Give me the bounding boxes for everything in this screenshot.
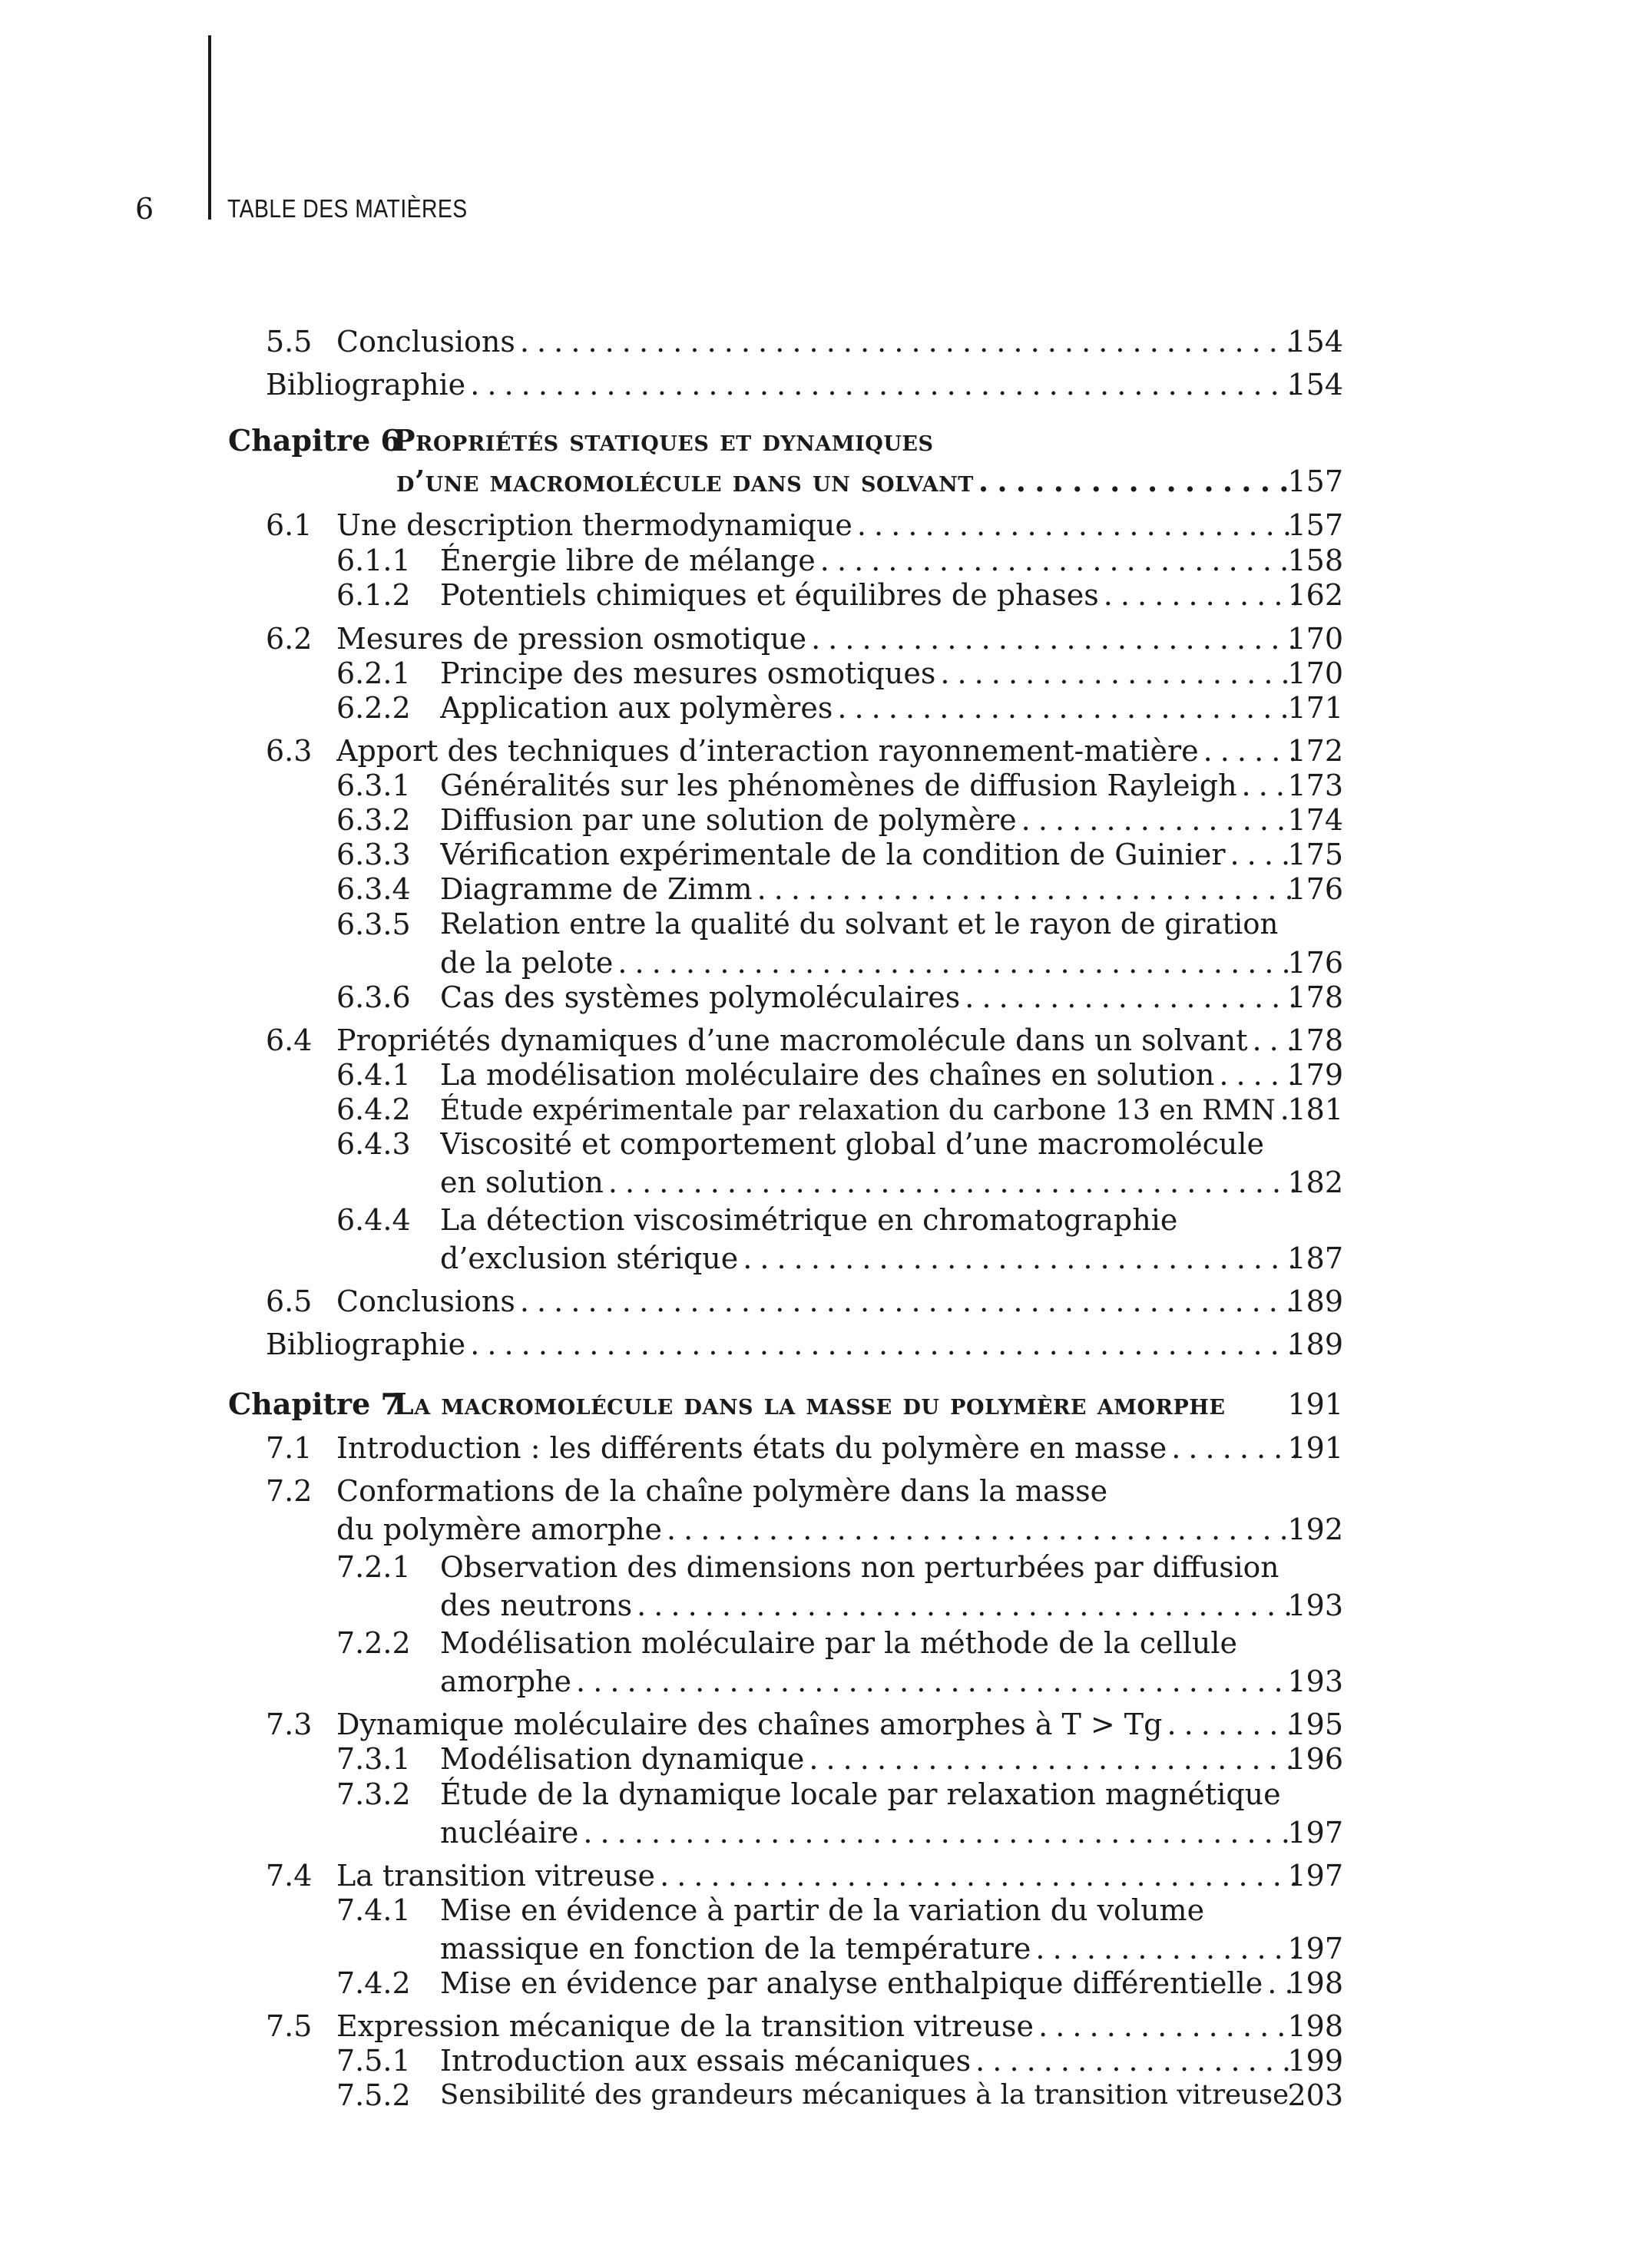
toc-chapter-title: La macromolécule dans la masse du polymère amorphe: [393, 1387, 1226, 1421]
toc-entry[interactable]: [0, 1706, 1632, 1743]
toc-number: 6.3.1: [336, 769, 411, 802]
toc-entry[interactable]: [0, 906, 1632, 943]
toc-title: Introduction aux essais mécaniques . . .: [440, 2042, 1301, 2079]
toc-number: 6.2.2: [336, 691, 411, 725]
toc-number: 6.2.1: [336, 656, 411, 690]
toc-entry[interactable]: [0, 767, 1632, 804]
toc-title: Principe des mesures osmotiques . . .: [440, 655, 1301, 692]
toc-title: Observation des dimensions non perturbées par diffusion: [440, 1550, 1279, 1584]
toc-entry[interactable]: [0, 507, 1632, 544]
toc-title: Propriétés dynamiques d’une macromolécule dans un solvant . . .: [336, 1022, 1301, 1059]
toc-number: 6.1.2: [336, 578, 411, 612]
toc-title: d’exclusion stérique . . .: [440, 1240, 1301, 1277]
toc-number: 6.3.5: [336, 908, 411, 941]
toc-title: La modélisation moléculaire des chaînes en solution . . .: [440, 1056, 1301, 1093]
toc-number: 6.3.6: [336, 980, 411, 1014]
toc-number: 7.2.2: [336, 1626, 411, 1660]
toc-title: La détection viscosimétrique en chromatographie: [440, 1203, 1178, 1237]
toc-number: 7.5: [266, 2009, 313, 2043]
toc-page: 197: [1287, 1816, 1343, 1850]
toc-entry-continuation[interactable]: [0, 1814, 1632, 1851]
toc-entry-continuation[interactable]: [0, 1164, 1632, 1201]
toc-title: Généralités sur les phénomènes de diffusion Rayleigh . . .: [440, 767, 1301, 804]
toc-entry[interactable]: [0, 1857, 1632, 1894]
toc-title: La transition vitreuse . . .: [336, 1857, 1301, 1894]
toc-title: Introduction : les différents états du polymère en masse . . .: [336, 1430, 1301, 1466]
toc-number: 7.4: [266, 1859, 313, 1893]
running-title: TABLE DES MATIÈRES: [227, 194, 468, 223]
toc-entry[interactable]: [0, 2008, 1632, 2045]
toc-page: 198: [1287, 2009, 1343, 2043]
toc-title: Conclusions . . .: [336, 1283, 1301, 1320]
header-rule: [208, 35, 211, 220]
toc-page: 193: [1287, 1589, 1343, 1622]
toc-page: 157: [1287, 465, 1343, 498]
toc-entry[interactable]: [0, 577, 1632, 613]
toc-page: 154: [1287, 325, 1343, 359]
toc-number: 6.4.2: [336, 1093, 411, 1126]
toc-page: 178: [1287, 1023, 1343, 1057]
toc-page: 176: [1287, 872, 1343, 906]
toc-number: 6.4.3: [336, 1127, 411, 1161]
toc-entry[interactable]: [0, 836, 1632, 873]
toc-title: Viscosité et comportement global d’une macromolécule: [440, 1127, 1265, 1161]
toc-page: 189: [1287, 1284, 1343, 1318]
toc-page: 175: [1287, 838, 1343, 871]
toc-title: Potentiels chimiques et équilibres de phases . . .: [440, 577, 1301, 613]
toc-entry[interactable]: [0, 732, 1632, 769]
toc-number: 7.3.1: [336, 1742, 411, 1776]
toc-number: 5.5: [266, 325, 313, 359]
toc-entry[interactable]: [0, 542, 1632, 579]
toc-page: 191: [1287, 1387, 1343, 1421]
toc-page: 171: [1287, 691, 1343, 725]
toc-entry[interactable]: [0, 1741, 1632, 1777]
toc-page: 173: [1287, 769, 1343, 802]
toc-number: 7.4.2: [336, 1966, 411, 2000]
toc-number: 7.2.1: [336, 1550, 411, 1584]
toc-page: 176: [1287, 946, 1343, 980]
toc-title: Diffusion par une solution de polymère . . .: [440, 802, 1301, 838]
toc-number: 6.4: [266, 1023, 313, 1057]
toc-title: nucléaire . . .: [440, 1814, 1301, 1851]
toc-entry[interactable]: [0, 802, 1632, 838]
toc-page: 182: [1287, 1165, 1343, 1199]
toc-entry-continuation[interactable]: [0, 1240, 1632, 1277]
toc-title: amorphe . . .: [440, 1663, 1301, 1700]
toc-page: 197: [1287, 1932, 1343, 1965]
toc-page: 179: [1287, 1058, 1343, 1092]
toc-page: 189: [1287, 1327, 1343, 1361]
toc-title: Mise en évidence par analyse enthalpique différentielle . . .: [440, 1965, 1301, 2002]
toc-title: Expression mécanique de la transition vitreuse . . .: [336, 2008, 1301, 2045]
toc-entry[interactable]: [0, 1965, 1632, 2002]
toc-page: 203: [1287, 2078, 1343, 2112]
toc-page: 162: [1287, 578, 1343, 612]
toc-entry[interactable]: [0, 689, 1632, 726]
toc-number: 6.4.4: [336, 1203, 411, 1237]
toc-page: 192: [1287, 1513, 1343, 1546]
toc-chapter[interactable]: [0, 422, 1632, 459]
toc-entry[interactable]: [0, 1326, 1632, 1363]
page-number: 6: [135, 192, 154, 226]
toc-title: Cas des systèmes polymoléculaires . . .: [440, 979, 1301, 1016]
toc-number: 7.5.1: [336, 2044, 411, 2078]
toc-title: Étude de la dynamique locale par relaxation magnétique: [440, 1777, 1281, 1811]
toc-chapter-number: Chapitre 6: [228, 423, 401, 458]
toc-entry-continuation[interactable]: [0, 1587, 1632, 1624]
toc-entry-continuation[interactable]: [0, 1511, 1632, 1548]
toc-entry[interactable]: [0, 1625, 1632, 1661]
toc-page: 197: [1287, 1859, 1343, 1893]
toc-entry-continuation[interactable]: [0, 1930, 1632, 1967]
toc-number: 6.5: [266, 1284, 313, 1318]
toc-title: Application aux polymères . . .: [440, 689, 1301, 726]
toc-entry[interactable]: [0, 655, 1632, 692]
toc-chapter-title: d’une macromolécule dans un solvant . . .: [396, 463, 1301, 500]
toc-entry[interactable]: [0, 1283, 1632, 1320]
toc-title: Mesures de pression osmotique . . .: [336, 620, 1301, 657]
toc-entry[interactable]: [0, 871, 1632, 908]
toc-entry[interactable]: [0, 1091, 1632, 1128]
toc-page: 178: [1287, 980, 1343, 1014]
toc-title: Bibliographie . . .: [266, 1326, 1301, 1363]
toc-title: Vérification expérimentale de la condition de Guinier . . .: [440, 836, 1301, 873]
toc-page: 170: [1287, 622, 1343, 656]
toc-title: Une description thermodynamique . . .: [336, 507, 1301, 544]
toc-title: massique en fonction de la température . . .: [440, 1930, 1301, 1967]
toc-title: Modélisation moléculaire par la méthode de la cellule: [440, 1626, 1238, 1660]
toc-title: Modélisation dynamique . . .: [440, 1741, 1301, 1777]
toc-page: 196: [1287, 1742, 1343, 1776]
toc-page: 158: [1287, 544, 1343, 577]
toc-number: 6.2: [266, 622, 313, 656]
toc-number: 7.1: [266, 1431, 313, 1465]
toc-number: 7.2: [266, 1474, 313, 1508]
toc-page: 187: [1287, 1241, 1343, 1275]
toc-entry[interactable]: [0, 2077, 1632, 2114]
toc-entry-continuation[interactable]: [0, 1663, 1632, 1700]
toc-number: 6.4.1: [336, 1058, 411, 1092]
toc-title: de la pelote . . .: [440, 944, 1301, 981]
toc-entry[interactable]: [0, 1549, 1632, 1585]
toc-page: 157: [1287, 508, 1343, 542]
toc-title: Sensibilité des grandeurs mécaniques à la transition vitreuse: [440, 2079, 1289, 2111]
toc-number: 6.1: [266, 508, 313, 542]
toc-chapter-title: Propriétés statiques et dynamiques: [393, 423, 934, 458]
toc-title: des neutrons . . .: [440, 1587, 1301, 1624]
toc-entry[interactable]: [0, 323, 1632, 360]
toc-page: 181: [1287, 1093, 1343, 1126]
toc-number: 7.5.2: [336, 2078, 411, 2112]
toc-entry[interactable]: [0, 1056, 1632, 1093]
toc-page: 174: [1287, 803, 1343, 837]
toc-number: 7.3: [266, 1708, 313, 1741]
toc-entry[interactable]: [0, 979, 1632, 1016]
toc-chapter-continuation[interactable]: [0, 463, 1632, 500]
toc-page: 198: [1287, 1966, 1343, 2000]
toc-page: 195: [1287, 1708, 1343, 1741]
toc-title: Bibliographie . . .: [266, 366, 1301, 403]
toc-number: 6.1.1: [336, 544, 411, 577]
toc-title: Conformations de la chaîne polymère dans la masse: [336, 1474, 1108, 1508]
toc-entry[interactable]: [0, 366, 1632, 403]
toc-title: du polymère amorphe . . .: [336, 1511, 1301, 1548]
toc-page: 170: [1287, 656, 1343, 690]
toc-title: Apport des techniques d’interaction rayonnement-matière . . .: [336, 732, 1301, 769]
toc-number: 7.3.2: [336, 1777, 411, 1811]
toc-title: Énergie libre de mélange . . .: [440, 542, 1301, 579]
toc-chapter-number: Chapitre 7: [228, 1387, 401, 1421]
toc-entry-continuation[interactable]: [0, 944, 1632, 981]
toc-page: 154: [1287, 368, 1343, 402]
toc-number: 6.3: [266, 734, 313, 768]
toc-entry[interactable]: [0, 1126, 1632, 1162]
toc-entry[interactable]: [0, 1892, 1632, 1929]
toc-number: 6.3.3: [336, 838, 411, 871]
toc-entry[interactable]: [0, 1202, 1632, 1238]
toc-page: 172: [1287, 734, 1343, 768]
toc-page: 191: [1287, 1431, 1343, 1465]
toc-title: Relation entre la qualité du solvant et le rayon de giration: [440, 908, 1279, 941]
toc-chapter[interactable]: [0, 1386, 1632, 1423]
toc-number: 7.4.1: [336, 1893, 411, 1927]
toc-entry[interactable]: [0, 2042, 1632, 2079]
toc-title: Mise en évidence à partir de la variation du volume: [440, 1893, 1205, 1927]
toc-number: 6.3.4: [336, 872, 411, 906]
toc-title: Dynamique moléculaire des chaînes amorphes à T > Tg . . .: [336, 1706, 1301, 1743]
toc-page: 193: [1287, 1665, 1343, 1698]
toc-title: en solution . . .: [440, 1164, 1301, 1201]
toc-title: Conclusions . . .: [336, 323, 1301, 360]
toc-entry[interactable]: [0, 1022, 1632, 1059]
toc-page: 199: [1287, 2044, 1343, 2078]
toc-title: Étude expérimentale par relaxation du carbone 13 en RMN . . .: [440, 1091, 1301, 1129]
toc-title: Diagramme de Zimm . . .: [440, 871, 1301, 908]
toc-entry[interactable]: [0, 620, 1632, 657]
toc-entry[interactable]: [0, 1473, 1632, 1509]
toc-entry[interactable]: [0, 1776, 1632, 1813]
toc-number: 6.3.2: [336, 803, 411, 837]
toc-entry[interactable]: [0, 1430, 1632, 1466]
